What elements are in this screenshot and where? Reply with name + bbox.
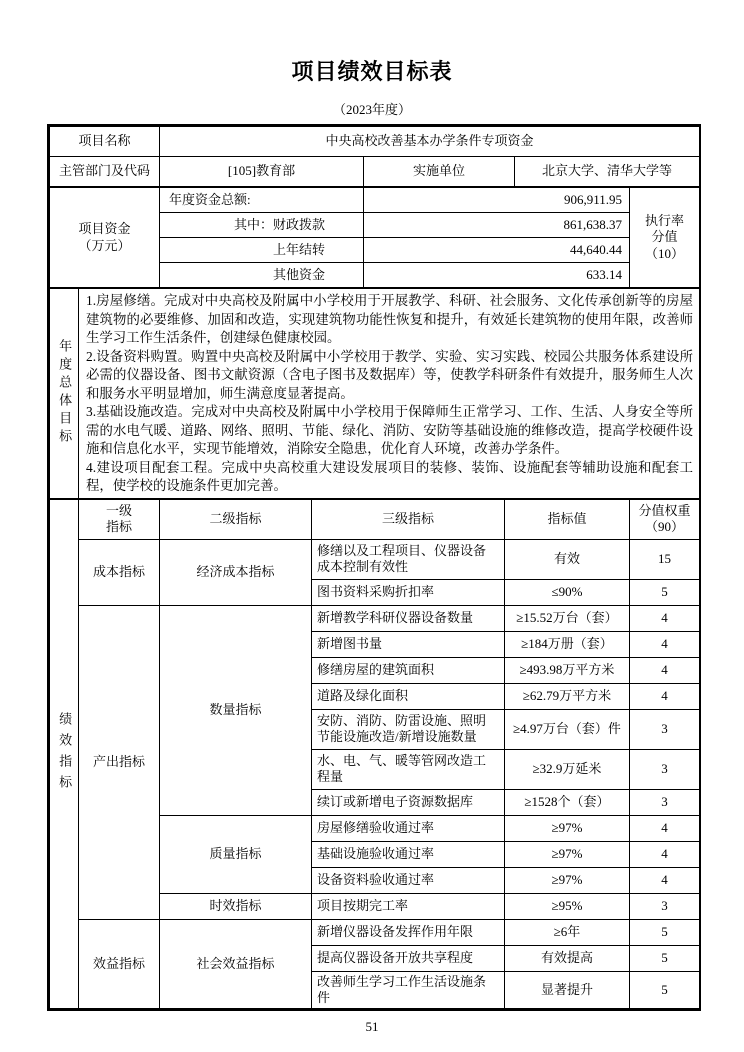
- dept-value-cell: [105]教育部: [160, 157, 364, 187]
- weight-cell: 4: [630, 657, 700, 683]
- header-l1-line2: 指标: [105, 519, 132, 534]
- funds-label-line2: （万元）: [78, 237, 131, 253]
- header-weight-line1: 分值权重: [638, 502, 691, 518]
- annual-goals-label-cell: [50, 289, 79, 499]
- weight-cell: 3: [630, 709, 700, 749]
- funds-row-name: 其他资金: [160, 263, 364, 288]
- weight-cell: 4: [630, 605, 700, 631]
- l3-cell: 新增教学科研仪器设备数量: [312, 605, 505, 631]
- funds-row-name: 上年结转: [160, 238, 364, 263]
- value-cell: 有效提高: [505, 945, 630, 971]
- funds-row-value: 906,911.95: [364, 188, 630, 213]
- weight-cell: 3: [630, 893, 700, 919]
- value-cell: ≥97%: [505, 815, 630, 841]
- value-cell: ≥6年: [505, 919, 630, 945]
- page-title: 项目绩效目标表: [291, 59, 453, 84]
- value-cell: ≥4.97万台（套）件: [505, 709, 630, 749]
- l3-cell: 新增图书量: [312, 631, 505, 657]
- value-cell: 有效: [505, 539, 630, 579]
- impl-unit-value-cell: 北京大学、清华大学等: [515, 157, 700, 187]
- page-subtitle: （2023年度）: [332, 102, 411, 117]
- project-info-table: [49, 126, 700, 187]
- funds-row-value: 633.14: [364, 263, 630, 288]
- header-weight-cell: [630, 499, 700, 539]
- l3-cell: 基础设施验收通过率: [312, 841, 505, 867]
- indicators-side-label: 绩效指标: [57, 711, 73, 796]
- goal-paragraph: 2.设备资料购置。购置中央高校及附属中小学校用于教学、实验、实习实践、校园公共服务体系建设所必需的仪器设备、图书文献资源（含电子图书及数据库）等，使教学科研条件有效提升，服务师生人次和服务水平明显增加，师生满意度显著提高。: [86, 348, 693, 401]
- value-cell: ≥97%: [505, 867, 630, 893]
- value-cell: ≥62.79万平方米: [505, 683, 630, 709]
- project-funds-table: [49, 187, 700, 288]
- l3-cell: 道路及绿化面积: [312, 683, 505, 709]
- header-l3-cell: 三级指标: [312, 499, 505, 539]
- value-cell: 显著提升: [505, 971, 630, 1009]
- weight-cell: 4: [630, 815, 700, 841]
- header-l2-cell: 二级指标: [160, 499, 312, 539]
- page-number: 51: [365, 1019, 379, 1034]
- value-cell: ≥32.9万延米: [505, 749, 630, 789]
- goal-paragraph: 3.基础设施改造。完成对中央高校及附属中小学校用于保障师生正常学习、工作、生活、人身安全等所需的水电气暖、道路、网络、照明、节能、绿化、消防、安防等基础设施的维修改造，提高学校硬件设施和信息化水平，实现节能增效，消除安全隐患，优化育人环境，改善办学条件。: [86, 404, 693, 456]
- l3-cell: 改善师生学习工作生活设施条件: [312, 971, 505, 1009]
- impl-unit-label-cell: 实施单位: [364, 157, 515, 187]
- weight-cell: 5: [630, 919, 700, 945]
- l3-cell: 安防、消防、防雷设施、照明节能设施改造/新增设施数量: [312, 709, 505, 749]
- goal-paragraph: 1.房屋修缮。完成对中央高校及附属中小学校用于开展教学、科研、社会服务、文化传承创新等的房屋建筑物的必要维修、加固和改造，实现建筑物功能性恢复和提升，有效延长建筑物的使用年限，改善师生学习工作生活条件，创建绿色健康校园。: [86, 293, 693, 345]
- annual-goals-label: 年度总体目标: [57, 339, 73, 448]
- funds-label-line1: 项目资金: [78, 221, 131, 237]
- weight-cell: 3: [630, 789, 700, 815]
- value-cell: ≤90%: [505, 579, 630, 605]
- value-cell: ≥493.98万平方米: [505, 657, 630, 683]
- l3-cell: 续订或新增电子资源数据库: [312, 789, 505, 815]
- project-name-value-cell: 中央高校改善基本办学条件专项资金: [160, 127, 700, 157]
- funds-row-name: 其中：财政拨款: [160, 213, 364, 238]
- dept-label-cell: 主管部门及代码: [50, 157, 160, 187]
- project-name-label-cell: 项目名称: [50, 127, 160, 157]
- funds-row-value: 44,640.44: [364, 238, 630, 263]
- l3-cell: 修缮房屋的建筑面积: [312, 657, 505, 683]
- execution-rate-line3: （10）: [644, 245, 684, 261]
- weight-cell: 4: [630, 867, 700, 893]
- execution-rate-line1: 执行率: [644, 213, 684, 229]
- value-cell: ≥184万册（套）: [505, 631, 630, 657]
- header-weight-line2: （90）: [644, 519, 684, 534]
- value-cell: ≥95%: [505, 893, 630, 919]
- l2-quality-cell: 质量指标: [160, 815, 312, 893]
- weight-cell: 15: [630, 539, 700, 579]
- weight-cell: 5: [630, 971, 700, 1009]
- l3-cell: 项目按期完工率: [312, 893, 505, 919]
- header-value-cell: 指标值: [505, 499, 630, 539]
- funds-row-value: 861,638.37: [364, 213, 630, 238]
- l1-benefit-cell: 效益指标: [79, 919, 160, 1009]
- weight-cell: 4: [630, 631, 700, 657]
- value-cell: ≥97%: [505, 841, 630, 867]
- l2-quantity-cell: 数量指标: [160, 605, 312, 815]
- l3-cell: 新增仪器设备发挥作用年限: [312, 919, 505, 945]
- funds-label-cell: [50, 188, 160, 288]
- l2-social-cell: 社会效益指标: [160, 919, 312, 1009]
- l3-cell: 房屋修缮验收通过率: [312, 815, 505, 841]
- value-cell: ≥15.52万台（套）: [505, 605, 630, 631]
- l3-cell: 图书资料采购折扣率: [312, 579, 505, 605]
- l1-cost-cell: 成本指标: [79, 539, 160, 605]
- performance-target-table: [47, 124, 701, 1011]
- annual-goals-table: [49, 288, 700, 499]
- l3-cell: 修缮以及工程项目、仪器设备成本控制有效性: [312, 539, 505, 579]
- execution-rate-score-cell: [630, 188, 700, 288]
- l3-cell: 提高仪器设备开放共享程度: [312, 945, 505, 971]
- l2-time-cell: 时效指标: [160, 893, 312, 919]
- indicators-side-label-cell: [50, 499, 79, 1009]
- annual-goals-text-cell: [79, 289, 700, 499]
- header-l1-cell: [79, 499, 160, 539]
- funds-row-name: 年度资金总额:: [160, 188, 364, 213]
- indicators-table: [49, 499, 700, 1010]
- value-cell: ≥1528个（套）: [505, 789, 630, 815]
- weight-cell: 4: [630, 683, 700, 709]
- l3-cell: 水、电、气、暖等管网改造工程量: [312, 749, 505, 789]
- weight-cell: 5: [630, 945, 700, 971]
- weight-cell: 5: [630, 579, 700, 605]
- goal-paragraph: 4.建设项目配套工程。完成中央高校重大建设发展项目的装修、装饰、设施配套等辅助设施和配套工程，使学校的设施条件更加完善。: [86, 459, 693, 493]
- header-l1-line1: 一级: [105, 502, 132, 518]
- l1-output-cell: 产出指标: [79, 605, 160, 919]
- execution-rate-line2: 分值: [651, 229, 678, 245]
- l3-cell: 设备资料验收通过率: [312, 867, 505, 893]
- weight-cell: 3: [630, 749, 700, 789]
- weight-cell: 4: [630, 841, 700, 867]
- l2-econ-cell: 经济成本指标: [160, 539, 312, 605]
